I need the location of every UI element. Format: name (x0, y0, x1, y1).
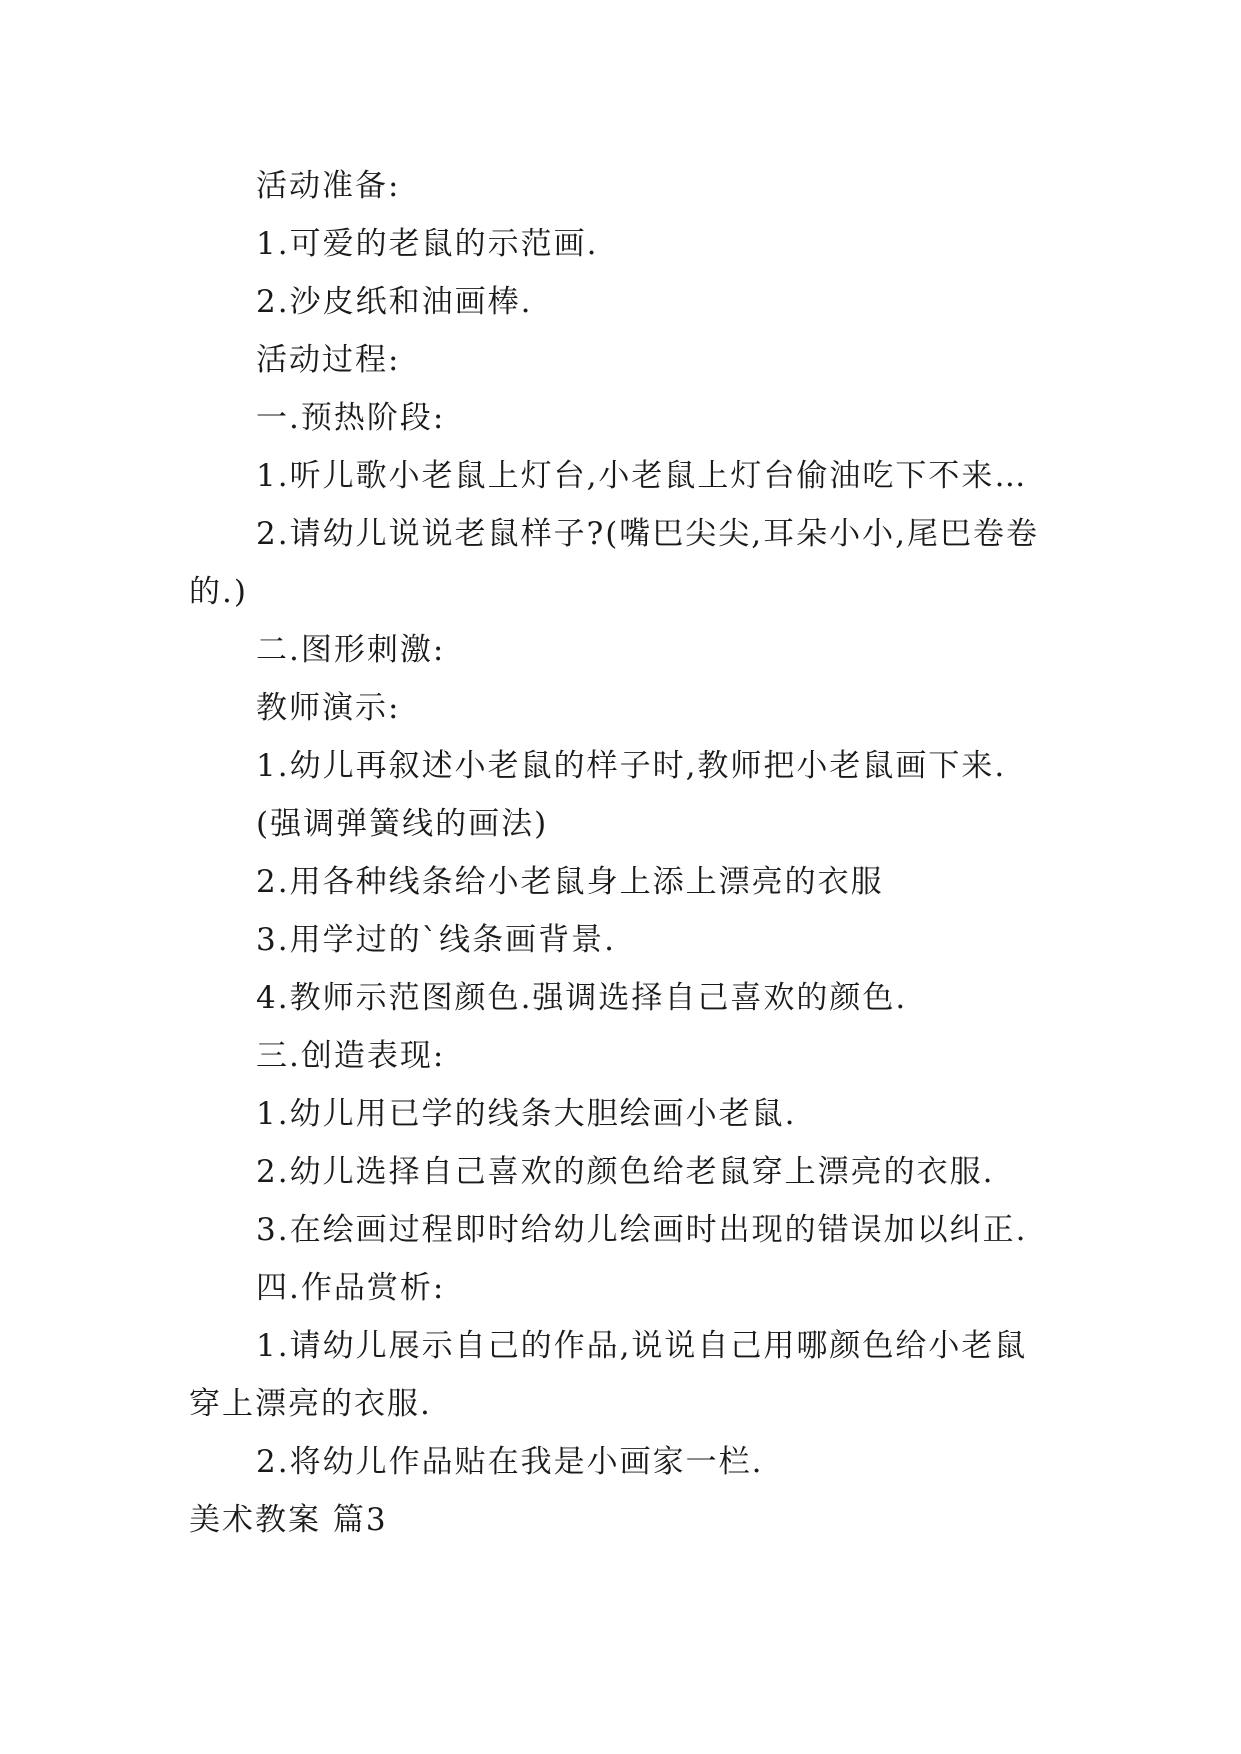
paragraph-line-continued: 穿上漂亮的衣服. (189, 1386, 432, 1422)
paragraph-line: 2.请幼儿说说老鼠样子?(嘴巴尖尖,耳朵小小,尾巴卷卷 (256, 516, 1039, 552)
paragraph-line: 3.在绘画过程即时给幼儿绘画时出现的错误加以纠正. (256, 1212, 1028, 1248)
paragraph-line: 1.幼儿用已学的线条大胆绘画小老鼠. (256, 1096, 797, 1132)
paragraph-line: 1.幼儿再叙述小老鼠的样子时,教师把小老鼠画下来. (256, 748, 1007, 784)
paragraph-line: 1.听儿歌小老鼠上灯台,小老鼠上灯台偷油吃下不来… (256, 458, 1028, 494)
subsection-heading: 一.预热阶段: (256, 400, 446, 436)
paragraph-line: 2.用各种线条给小老鼠身上添上漂亮的衣服 (256, 864, 884, 900)
section-heading-process: 活动过程: (256, 342, 401, 378)
paragraph-line: 教师演示: (256, 690, 401, 726)
paragraph-line: 4.教师示范图颜色.强调选择自己喜欢的颜色. (256, 980, 908, 1016)
paragraph-line: 1.请幼儿展示自己的作品,说说自己用哪颜色给小老鼠 (256, 1328, 1028, 1364)
paragraph-line: 2.幼儿选择自己喜欢的颜色给老鼠穿上漂亮的衣服. (256, 1154, 995, 1190)
paragraph-line: (强调弹簧线的画法) (256, 806, 549, 842)
section-heading-preparation: 活动准备: (256, 168, 401, 204)
paragraph-line: 1.可爱的老鼠的示范画. (256, 226, 599, 262)
subsection-heading: 二.图形刺激: (256, 632, 446, 668)
paragraph-line-continued: 的.) (189, 574, 248, 610)
paragraph-line: 3.用学过的`线条画背景. (256, 922, 616, 958)
paragraph-line: 2.沙皮纸和油画棒. (256, 284, 533, 320)
subsection-heading: 四.作品赏析: (256, 1270, 446, 1306)
subsection-heading: 三.创造表现: (256, 1038, 446, 1074)
document-section-title: 美术教案 篇3 (189, 1502, 388, 1538)
paragraph-line: 2.将幼儿作品贴在我是小画家一栏. (256, 1444, 764, 1480)
